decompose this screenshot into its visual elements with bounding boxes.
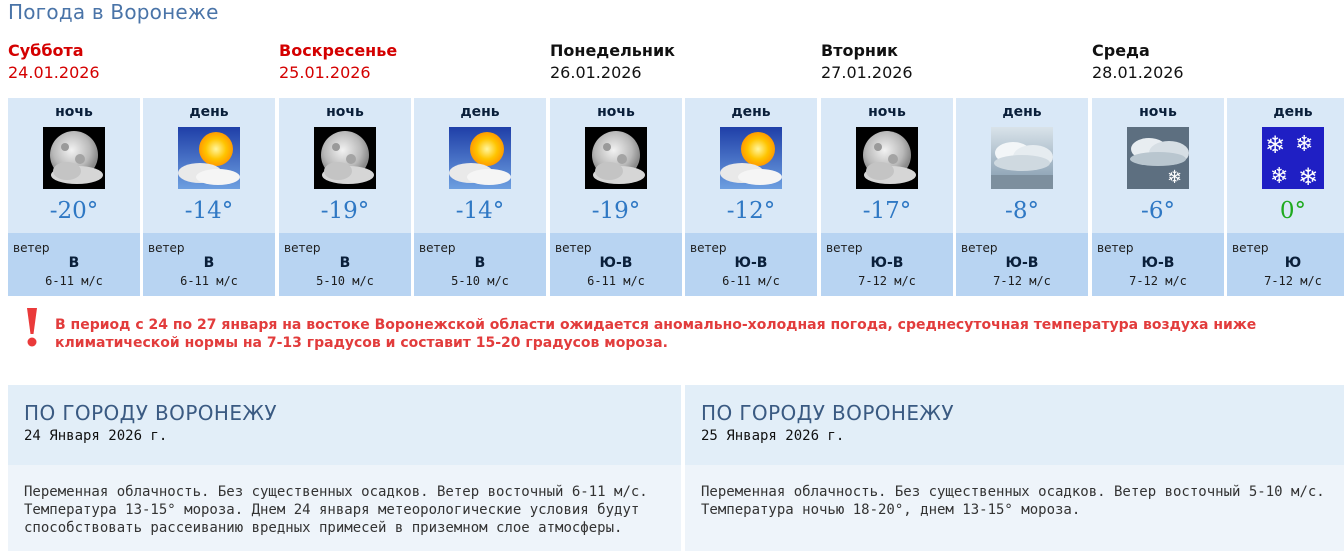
wind-label: ветер [148,241,185,255]
wind-block [414,233,546,296]
warning-text: В период с 24 по 27 января на востоке Воронежской области ожидается аномально-холодная погода, среднесуточная температура воздуха ниже климатической нормы на 7-13 градусов и составит 15-20 градусов мороза. [55,317,1257,351]
day-date: 24.01.2026 [8,63,100,82]
day-header [1092,40,1184,84]
day-header [8,40,100,84]
forecast-cell [143,98,275,296]
wind-label: ветер [13,241,50,255]
forecast-cell [550,98,682,296]
svg-text:❄: ❄ [1295,132,1314,157]
report-header [685,385,1344,465]
city-report [8,385,681,551]
forecast-cell-upper [956,98,1088,233]
wind-direction: В [68,255,80,271]
wind-direction: Ю-В [599,255,633,271]
forecast-cell [956,98,1088,296]
moon-cloud-icon [314,127,376,189]
wind-direction: В [203,255,215,271]
svg-text:❄: ❄ [1265,131,1286,159]
day-name: Воскресенье [279,41,398,60]
period-label: день [731,104,771,120]
day-name: Среда [1092,41,1150,60]
wind-label: ветер [1097,241,1134,255]
forecast-cell-upper [1227,98,1344,233]
wind-label: ветер [690,241,727,255]
period-label: ночь [1139,104,1177,120]
moon-cloud-icon [585,127,647,189]
temperature: -8° [1005,198,1039,224]
svg-text:❄: ❄ [1298,163,1319,189]
period-label: ночь [326,104,364,120]
forecast-cell-upper [8,98,140,233]
wind-label: ветер [419,241,456,255]
report-date: 24 Января 2026 г. [24,428,168,444]
day-date: 28.01.2026 [1092,63,1184,82]
day-name: Вторник [821,41,899,60]
temperature: -19° [591,198,641,224]
report-title: ПО ГОРОДУ ВОРОНЕЖУ [701,401,954,425]
wind-direction: Ю-В [1005,255,1039,271]
report-title: ПО ГОРОДУ ВОРОНЕЖУ [24,401,277,425]
wind-block [8,233,140,296]
wind-label: ветер [555,241,592,255]
forecast-cell-upper [821,98,953,233]
day-header [550,40,675,84]
wind-block [685,233,817,296]
wind-direction: В [474,255,486,271]
temperature: -20° [49,198,99,224]
temperature: -14° [455,198,505,224]
day-date: 27.01.2026 [821,63,913,82]
wind-direction: В [339,255,351,271]
wind-speed: 5-10 м/с [316,274,374,288]
wind-speed: 7-12 м/с [993,274,1051,288]
report-date: 25 Января 2026 г. [701,428,845,444]
wind-direction: Ю-В [870,255,904,271]
svg-text:❄: ❄ [1270,164,1289,189]
sun-cloud-icon [720,127,782,189]
exclamation-icon [22,306,42,348]
overcast-icon [991,127,1053,189]
wind-direction: Ю [1284,255,1302,271]
snowflakes-icon [1262,127,1324,189]
wind-speed: 6-11 м/с [587,274,645,288]
wind-block [821,233,953,296]
wind-speed: 7-12 м/с [858,274,916,288]
svg-text:❄: ❄ [1167,167,1183,188]
wind-label: ветер [284,241,321,255]
sun-cloud-icon [449,127,511,189]
period-label: ночь [55,104,93,120]
report-body [8,465,681,551]
sun-cloud-icon [178,127,240,189]
report-text: Переменная облачность. Без существенных осадков. Ветер восточный 5-10 м/с. Температура ночью 18-20°, днем 13-15° мороза. [701,484,1325,518]
wind-label: ветер [1232,241,1269,255]
temperature: -17° [862,198,912,224]
forecast-grid [8,98,1344,296]
temperature: -14° [184,198,234,224]
wind-speed: 7-12 м/с [1129,274,1187,288]
wind-speed: 6-11 м/с [45,274,103,288]
wind-speed: 7-12 м/с [1264,274,1322,288]
forecast-cell [1092,98,1224,296]
period-label: ночь [597,104,635,120]
moon-cloud-icon [43,127,105,189]
day-date: 26.01.2026 [550,63,642,82]
wind-block [143,233,275,296]
forecast-cell-upper [685,98,817,233]
page-title: Погода в Воронеже [8,0,219,24]
forecast-cell [821,98,953,296]
period-label: день [460,104,500,120]
forecast-cell [279,98,411,296]
forecast-cell-upper [550,98,682,233]
period-label: день [1002,104,1042,120]
wind-block [279,233,411,296]
forecast-cell [1227,98,1344,296]
moon-cloud-icon [856,127,918,189]
forecast-cell [414,98,546,296]
temperature: -19° [320,198,370,224]
temperature: -6° [1141,198,1175,224]
day-headers [0,40,1344,90]
wind-block [1227,233,1344,296]
period-label: ночь [868,104,906,120]
day-header [821,40,913,84]
wind-speed: 5-10 м/с [451,274,509,288]
day-name: Суббота [8,41,84,60]
wind-speed: 6-11 м/с [722,274,780,288]
wind-block [956,233,1088,296]
weather-warning [22,306,1344,356]
wind-block [1092,233,1224,296]
temperature: 0° [1279,198,1307,224]
wind-label: ветер [826,241,863,255]
period-label: день [1273,104,1313,120]
day-date: 25.01.2026 [279,63,371,82]
report-body [685,465,1344,551]
day-header [279,40,397,84]
cloud-snow-icon [1127,127,1189,189]
temperature: -12° [726,198,776,224]
forecast-cell-upper [279,98,411,233]
forecast-cell [8,98,140,296]
city-report [685,385,1344,551]
forecast-cell-upper [143,98,275,233]
wind-direction: Ю-В [1141,255,1175,271]
wind-block [550,233,682,296]
forecast-cell-upper [414,98,546,233]
period-label: день [189,104,229,120]
day-name: Понедельник [550,41,676,60]
forecast-cell-upper [1092,98,1224,233]
forecast-cell [685,98,817,296]
report-text: Переменная облачность. Без существенных осадков. Ветер восточный 6-11 м/с. Температура 13-15° мороза. Днем 24 января метеорологические условия будут способствовать рассеиванию вредных примесей в приземном слое атмосферы. [24,484,648,536]
wind-direction: Ю-В [734,255,768,271]
report-header [8,385,681,465]
wind-speed: 6-11 м/с [180,274,238,288]
wind-label: ветер [961,241,998,255]
